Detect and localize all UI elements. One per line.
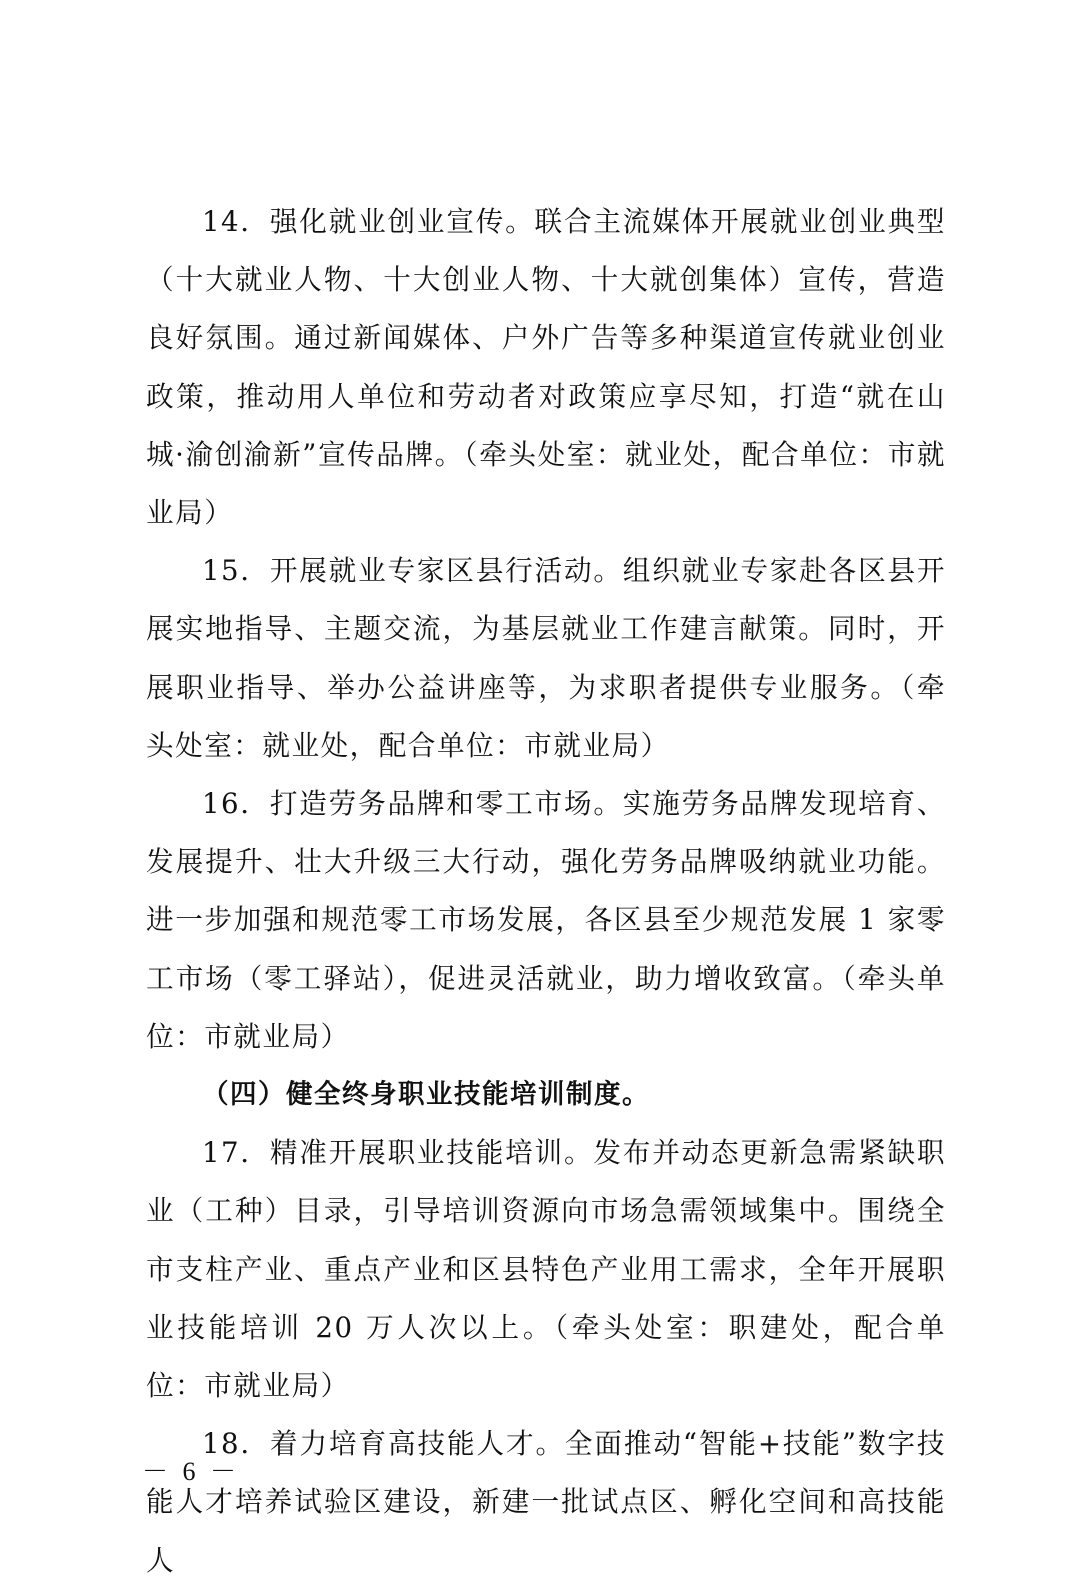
document-body xyxy=(146,193,946,1590)
paragraph-item-17: 17．精准开展职业技能培训。发布并动态更新急需紧缺职业（工种）目录，引导培训资源向市场急需领域集中。围绕全市支柱产业、重点产业和区县特色产业用工需求，全年开展职业技能培训 20 万人次以上。（牵头处室：职建处，配合单位：市就业局） xyxy=(146,1136,946,1403)
paragraph-item-16: 16．打造劳务品牌和零工市场。实施劳务品牌发现培育、发展提升、壮大升级三大行动，强化劳务品牌吸纳就业功能。进一步加强和规范零工市场发展，各区县至少规范发展 1 家零工市场（零工驿站），促进灵活就业，助力增收致富。（牵头单位：市就业局） xyxy=(146,787,946,1053)
paragraph-item-14: 14．强化就业创业宣传。联合主流媒体开展就业创业典型（十大就业人物、十大创业人物、十大就创集体）宣传，营造良好氛围。通过新闻媒体、户外广告等多种渠道宣传就业创业政策，推动用人单位和劳动者对政策应享尽知，打造“就在山城·渝创渝新”宣传品牌。（牵头处室：就业处，配合单位：市就业局） xyxy=(146,205,946,530)
page-number: － 6 － xyxy=(142,1457,241,1486)
paragraph-item-15: 15．开展就业专家区县行活动。组织就业专家赴各区县开展实地指导、主题交流，为基层就业工作建言献策。同时，开展职业指导、举办公益讲座等，为求职者提供专业服务。（牵头处室：就业处，配合单位：市就业局） xyxy=(146,554,946,762)
section-heading-4: （四）健全终身职业技能培训制度。 xyxy=(202,1079,650,1111)
paragraph-item-18: 18．着力培育高技能人才。全面推动“智能+技能”数字技能人才培养试验区建设，新建一批试点区、孵化空间和高技能人 xyxy=(146,1427,946,1577)
